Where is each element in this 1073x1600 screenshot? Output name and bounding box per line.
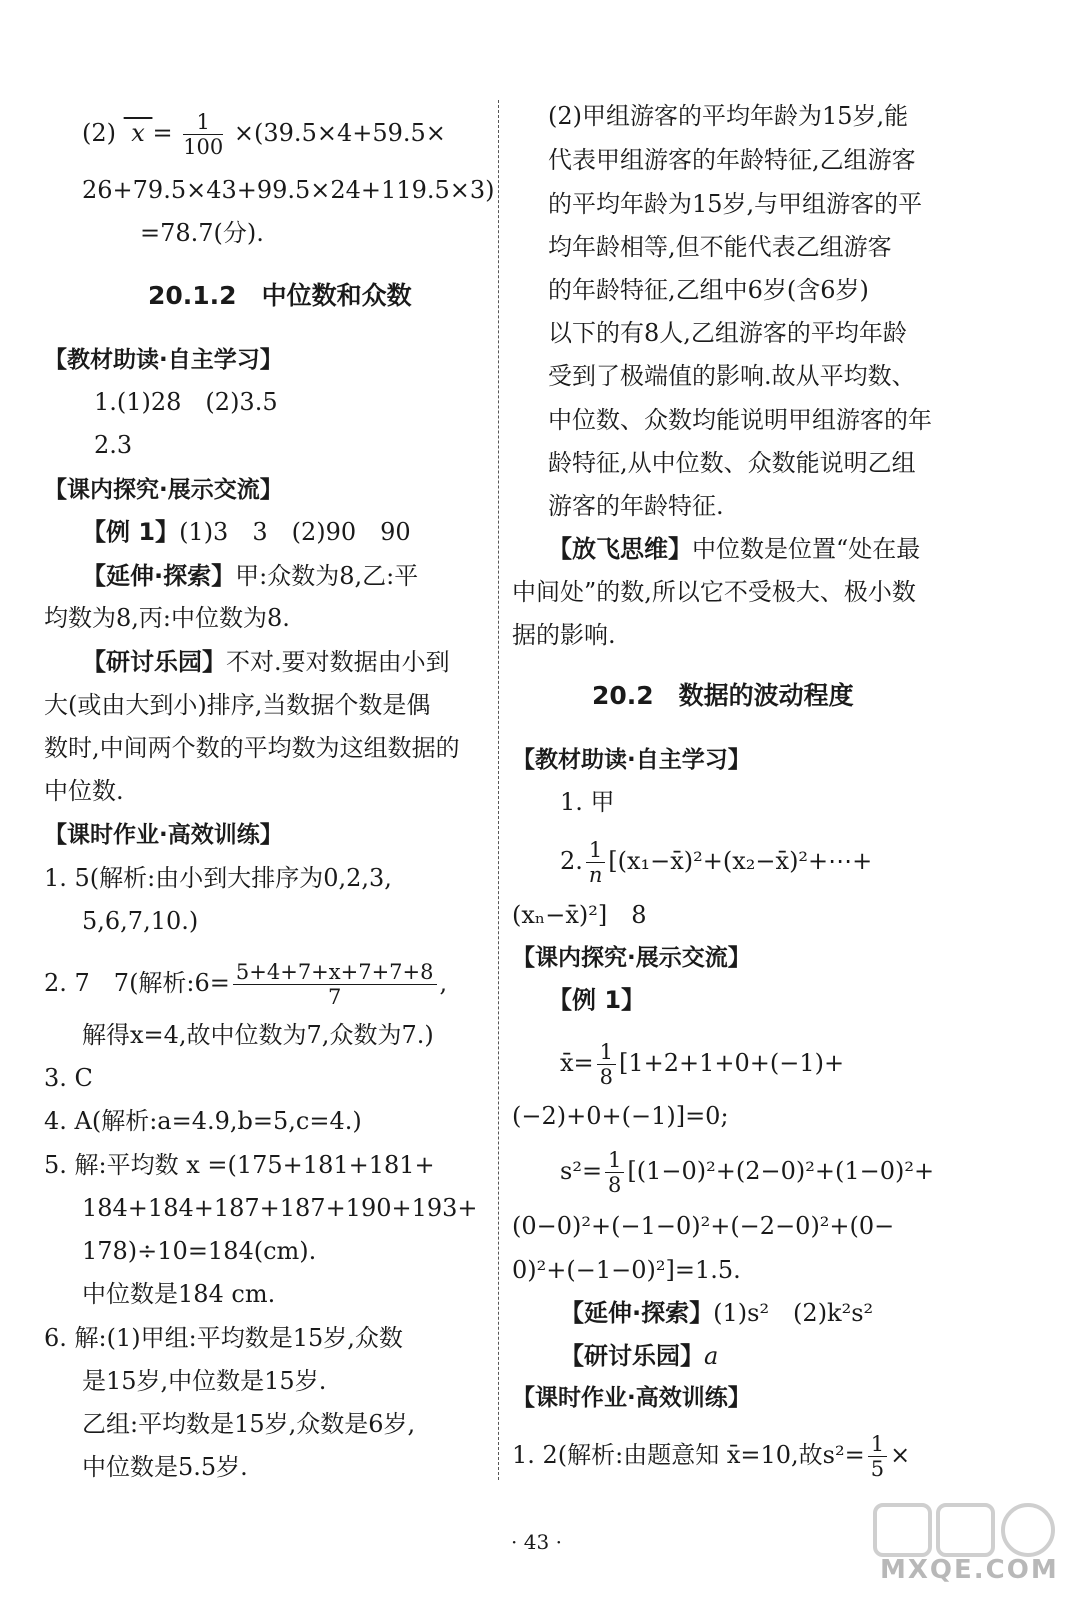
formula-prefix: s²= <box>560 1157 603 1185</box>
question-prefix: 1. 2(解析:由题意知 x̄=10,故s²= <box>512 1441 865 1469</box>
numerator: 1 <box>868 1432 887 1457</box>
formula-rest: ×(39.5×4+59.5× <box>233 119 446 147</box>
formula-rest: [1+2+1+0+(−1)+ <box>619 1049 845 1077</box>
text-line: 26+79.5×43+99.5×24+119.5×3) <box>82 176 495 204</box>
text-line: 以下的有8人,乙组游客的平均年龄 <box>548 319 907 347</box>
fraction <box>233 960 437 1009</box>
formula-rest: [(x₁−x̄)²+(x₂−x̄)²+⋯+ <box>608 847 873 875</box>
column-divider <box>498 100 499 1480</box>
text-line: 中位数是184 cm. <box>82 1280 276 1308</box>
subsection-heading: 【课内探究·展示交流】 <box>44 477 283 503</box>
question-prefix: 2. 7 7(解析:6= <box>44 969 230 997</box>
section-title: 20.2 数据的波动程度 <box>592 681 854 710</box>
discussion-text: 不对.要对数据由小到 <box>226 648 450 676</box>
denominator: 8 <box>599 1065 614 1089</box>
text-line: 解得x=4,故中位数为7,众数为7.) <box>82 1021 434 1049</box>
answer-line: 1.(1)28 (2)3.5 <box>94 388 278 416</box>
formula-prefix: (2) <box>82 119 116 147</box>
extension-text: 甲:众数为8,乙:平 <box>235 562 419 590</box>
text-line: 游客的年龄特征. <box>548 492 724 520</box>
subsection-heading: 【教材助读·自主学习】 <box>512 747 751 773</box>
question-line: 4. A(解析:a=4.9,b=5,c=4.) <box>44 1107 362 1135</box>
formula-line <box>560 1148 934 1197</box>
text-line: 中位数. <box>44 777 124 805</box>
numerator: 1 <box>597 1040 616 1065</box>
text-line: 数时,中间两个数的平均数为这组数据的 <box>44 734 460 762</box>
fly-thinking-text: 中位数是位置“处在最 <box>692 535 921 563</box>
numerator: 1 <box>183 110 223 135</box>
question-line: 5. 解:平均数 x =(175+181+181+ <box>44 1151 435 1179</box>
subsection-heading: 【教材助读·自主学习】 <box>44 347 283 373</box>
text-line: 是15岁,中位数是15岁. <box>82 1367 327 1395</box>
text-line: 均年龄相等,但不能代表乙组游客 <box>548 233 892 261</box>
question-line: 6. 解:(1)甲组:平均数是15岁,众数 <box>44 1324 403 1352</box>
text-line: 龄特征,从中位数、众数能说明乙组 <box>548 449 916 477</box>
extension-label: 【延伸·探索】 <box>560 1299 714 1327</box>
fly-thinking-label: 【放飞思维】 <box>548 535 692 563</box>
numerator: 1 <box>605 1148 624 1173</box>
fly-thinking-line <box>548 529 920 569</box>
text-line: 中间处”的数,所以它不受极大、极小数 <box>512 578 916 606</box>
subsection-heading: 【课时作业·高效训练】 <box>44 822 283 848</box>
formula-prefix: 2. <box>560 847 583 875</box>
formula-prefix: x̄= <box>560 1049 594 1077</box>
fraction <box>597 1040 616 1089</box>
discussion-label: 【研讨乐园】 <box>82 648 226 676</box>
text-line: 大(或由大到小)排序,当数据个数是偶 <box>44 691 431 719</box>
discussion-text: a <box>704 1342 719 1370</box>
text-line: (0−0)²+(−1−0)²+(−2−0)²+(0− <box>512 1212 895 1240</box>
denominator: 7 <box>328 985 342 1009</box>
watermark-text: MXQE.COM <box>880 1555 1059 1585</box>
example-label: 【例 1】 <box>548 986 646 1014</box>
text-line: (−2)+0+(−1)]=0; <box>512 1102 729 1130</box>
discussion-label: 【研讨乐园】 <box>560 1342 704 1370</box>
text-line: 代表甲组游客的年龄特征,乙组游客 <box>548 146 916 174</box>
discussion-line <box>82 642 450 682</box>
formula-line <box>560 1040 844 1089</box>
fraction <box>605 1148 624 1197</box>
answer-line: 2.3 <box>94 431 133 459</box>
question-line <box>44 960 447 1009</box>
section-title: 20.1.2 中位数和众数 <box>148 281 412 310</box>
subsection-heading: 【课内探究·展示交流】 <box>512 945 751 971</box>
extension-line <box>560 1293 873 1333</box>
extension-text: (1)s² (2)k²s² <box>713 1299 874 1327</box>
subsection-heading: 【课时作业·高效训练】 <box>512 1385 751 1411</box>
fraction <box>868 1432 887 1481</box>
question-line: 3. C <box>44 1064 93 1092</box>
text-line: 0)²+(−1−0)²]=1.5. <box>512 1256 741 1284</box>
example-label: 【例 1】 <box>82 518 180 546</box>
denominator: 5 <box>870 1457 885 1481</box>
text-line: 中位数、众数均能说明甲组游客的年 <box>548 406 932 434</box>
page-number: · 43 · <box>511 1530 562 1554</box>
discussion-line <box>560 1336 718 1376</box>
text-line: 均数为8,丙:中位数为8. <box>44 604 290 632</box>
text-line: 受到了极端值的影响.故从平均数、 <box>548 362 916 390</box>
numerator: 5+4+7+x+7+7+8 <box>233 960 437 985</box>
text-line: 据的影响. <box>512 621 616 649</box>
x-bar: x <box>123 119 153 147</box>
text-line: (2)甲组游客的平均年龄为15岁,能 <box>548 102 909 130</box>
formula-line <box>560 838 872 887</box>
text-line: 乙组:平均数是15岁,众数是6岁, <box>82 1410 416 1438</box>
formula-line: (2) x = $\frac{1}{100}$ ×(39.5×4+59.5× <box>82 110 446 159</box>
question-suffix: × <box>890 1441 911 1469</box>
denominator: 100 <box>183 135 224 159</box>
question-line <box>512 1432 910 1481</box>
extension-label: 【延伸·探索】 <box>82 562 236 590</box>
text-line: 178)÷10=184(cm). <box>82 1237 317 1265</box>
fraction <box>586 838 605 887</box>
text-line: 中位数是5.5岁. <box>82 1453 248 1481</box>
example-text: (1)3 3 (2)90 90 <box>179 518 411 546</box>
denominator: 8 <box>608 1173 622 1197</box>
denominator: n <box>588 863 603 887</box>
fraction <box>183 110 223 159</box>
answer-line: 1. 甲 <box>560 788 615 816</box>
text-line: 5,6,7,10.) <box>82 907 199 935</box>
text-line: =78.7(分). <box>140 219 264 247</box>
text-line: 的平均年龄为15岁,与甲组游客的平 <box>548 190 923 218</box>
question-line: 1. 5(解析:由小到大排序为0,2,3, <box>44 864 392 892</box>
text-line: 的年龄特征,乙组中6岁(含6岁) <box>548 276 869 304</box>
numerator: 1 <box>586 838 605 863</box>
example-line <box>82 512 411 552</box>
question-suffix: , <box>439 969 448 997</box>
text-line: 184+184+187+187+190+193+ <box>82 1194 478 1222</box>
extension-line <box>82 556 418 596</box>
text-line: (xₙ−x̄)²] 8 <box>512 901 647 929</box>
formula-rest: [(1−0)²+(2−0)²+(1−0)²+ <box>627 1157 935 1185</box>
